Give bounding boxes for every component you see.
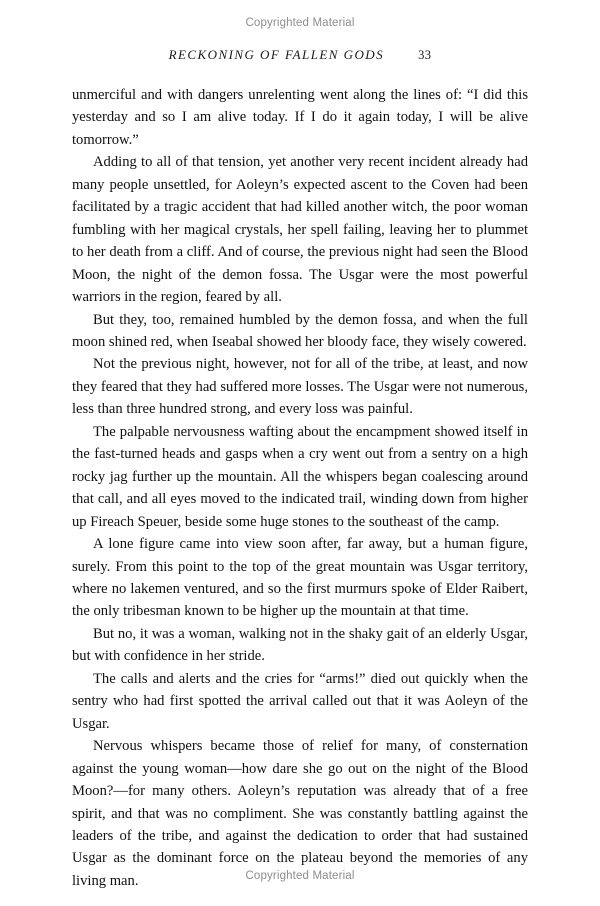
body-paragraph: But they, too, remained humbled by the demon fossa, and when the full moon shined red, when Iseabal showed her bloody face, they wisely cowered. xyxy=(72,311,528,350)
page-number: 33 xyxy=(418,48,432,62)
body-paragraph: The palpable nervousness wafting about the encampment showed itself in the fast-turned heads and gasps when a cry went out from a sentry on a high rocky jag further up the mountain. All the whispers began coalescing around that call, and all eyes moved to the indicated trail, winding down from higher up Fireach Speuer, beside some huge stones to the southeast of the camp. xyxy=(72,423,528,530)
body-paragraph: unmerciful and with dangers unrelenting went along the lines of: “I did this yesterday and so I am alive today. If I do it again today, I will be alive tomorrow.” xyxy=(72,87,528,148)
copyright-watermark-top: Copyrighted Material xyxy=(245,17,355,29)
page-body-text xyxy=(72,84,528,892)
body-paragraph: Adding to all of that tension, yet another very recent incident already had many people unsettled, for Aoleyn’s expected ascent to the Coven had been facilitated by a tragic accident that had killed another witch, the poor woman fumbling with her magical crystals, her spell failing, leaving her to plummet to her death from a cliff. And of course, the previous night had seen the Blood Moon, the night of the demon fossa. The Usgar were the most powerful warriors in the region, feared by all. xyxy=(72,154,528,306)
body-paragraph: The calls and alerts and the cries for “arms!” died out quickly when the sentry who had first spotted the arrival called out that it was Aoleyn of the Usgar. xyxy=(72,670,528,732)
copyright-watermark-bottom: Copyrighted Material xyxy=(245,870,355,882)
body-paragraph: But no, it was a woman, walking not in the shaky gait of an elderly Usgar, but with confidence in her stride. xyxy=(72,625,528,665)
running-header-title: RECKONING OF FALLEN GODS xyxy=(168,47,385,62)
body-paragraph: Not the previous night, however, not for all of the tribe, at least, and now they feared that they had suffered more losses. The Usgar were not numerous, less than three hundred strong, and every loss was painful. xyxy=(72,356,528,418)
running-header xyxy=(72,47,528,63)
body-paragraph: A lone figure came into view soon after, far away, but a human figure, surely. From this point to the top of the great mountain was Usgar territory, where no lakemen ventured, and so the first murmurs spoke of Elder Raibert, the only tribesman known to be higher up the mountain at that time. xyxy=(72,536,528,620)
body-paragraph: Nervous whispers became those of relief for many, of consternation against the young woman—how dare she go out on the night of the Blood Moon?—for many others. Aoleyn’s reputation was already that of a free spirit, and that was no compliment. She was constantly battling against the leaders of the tribe, and against the dedication to order that had sustained Usgar as the dominant force on the plateau beyond the memories of any living man. xyxy=(72,738,528,889)
